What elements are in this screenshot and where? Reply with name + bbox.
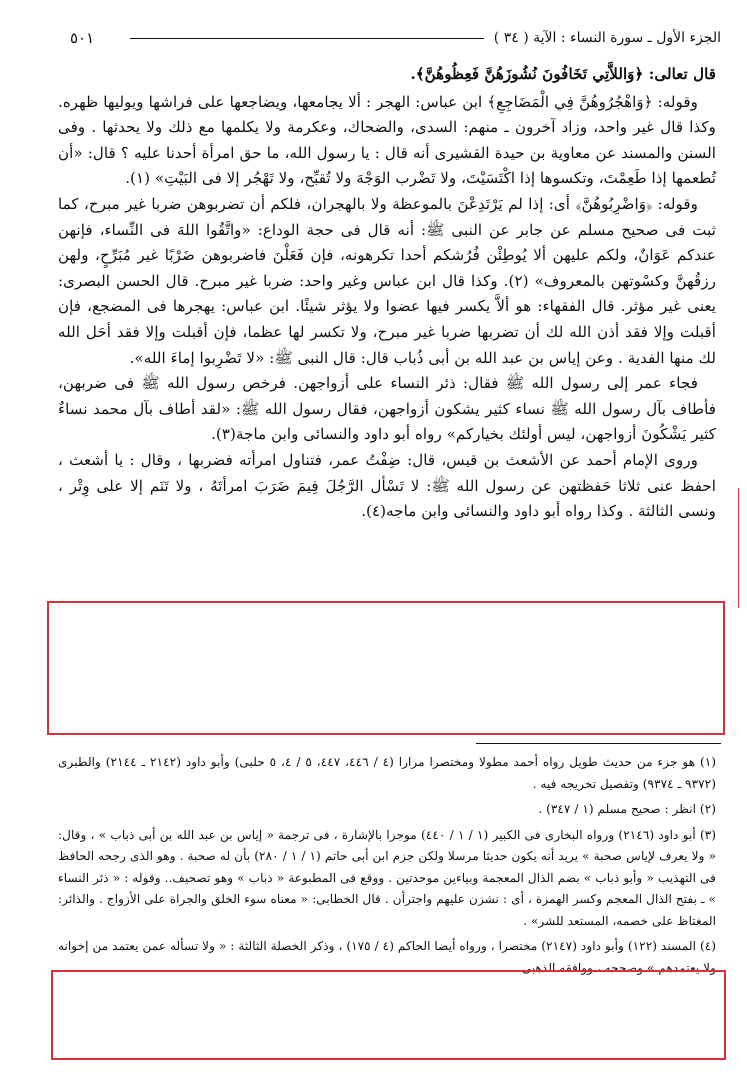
footnote: (٢) انظر : صحيح مسلم (١ / ٣٤٧) . <box>538 802 716 816</box>
margin-mark <box>738 488 739 608</box>
footnote: (٤) المسند (١٢٢) وأبو داود (٢١٤٧) مختصرا ، ورواه أيضا الحاكم (٤ / ١٧٥) ، وذكر الخصلة الثالثة : « ولا تسأله عمن يعتمد من إخوانه ولا يعتمدهم » وصححه ، ووافقه الذهبى . <box>58 939 717 975</box>
page-number: ٥٠١ <box>70 29 95 47</box>
main-text <box>58 62 716 525</box>
footnotes <box>58 752 716 983</box>
paragraph: وقوله: ﴿وَاضْرِبُوهُنَّ﴾ أى: إذا لم يَرْتَدِعْنَ بالموعظة ولا بالهجران، فلكم أن تضربوهن ضربا غير مبرح، كما ثبت فى صحيح مسلم عن جابر عن النبى ﷺ: أنه قال فى حجة الوداع: «واتَّقُوا اللهَ فى النِّساء، فإنهن عندكم عَوَانٌ، ولكم عليهن ألا يُوطِئْن فُرُشكم أحدا تكرهونه، فإن فَعَلْنَ فاضربوهن ضَرْبًا غير مُبَرِّحٍ، ولهن رزقُهنَّ وكسْوتهن بالمعروف» (٢). وكذا قال ابن عباس وغير واحد: ضربا غير مبرح. قال الحسن البصرى: يعنى غير مؤثر. قال الفقهاء: هو ألاَّ يكسر فيها عضوا ولا يؤثر شيئًا. ابن عباس: يهجرها فى المضجع، فإن أقبلت وإلا فقد أذن الله لك أن تضربها ضربا غير مبرح، ولا تكسر لها عظما، فإن أقبلت وإلا فقد أحَل الله لك منها الفدية . وعن إياس بن عبد الله بن أبى ذُباب قال: قال النبى ﷺ: «لا تَضْرِبوا إماءَ الله». <box>58 194 716 367</box>
footnote-separator <box>476 743 721 744</box>
running-title: الجزء الأول ـ سورة النساء : الآية ( ٣٤ ) <box>493 30 721 46</box>
footnote: (١) هو جزء من حديث طويل رواه أحمد مطولا ومختصرا مرارا (٤ / ٤٤٦، ٤٤٧، ٥ / ٤، ٥ حلبى) وأبو داود (٢١٤٢ ـ ٢١٤٤) والطبرى (٩٣٧٢ ـ ٩٣٧٤) وتفصيل تخريجه فيه . <box>58 755 717 791</box>
page-header <box>70 26 721 50</box>
paragraph: وقوله: ﴿وَاهْجُرُوهُنَّ فِي الْمَضَاجِعِ﴾ ابن عباس: الهجر : ألا يجامعها، ويضاجعها على فراشها ويوليها ظهره. وكذا قال غير واحد، وزاد آخرون ـ منهم: السدى، والضحاك، وعكرمة ولا يكلمها مع ذلك ولا يحدثها . وفى السنن والمسند عن معاوية بن حيدة القشيرى أنه قال : يا رسول الله، ما حق امرأة أحدنا عليه ؟ قال: «أن تُطعمها إذا طَعِمْتَ، وتكسوها إذا اكْتَسَيْتَ، ولا تَضْرب الوَجْهَ ولا تُقبِّح، ولا تَهْجُر إلا فى البَيْتِ» (١). <box>58 92 716 188</box>
paragraph: فجاء عمر إلى رسول الله ﷺ فقال: ذئر النساء على أزواجهن. فرخص رسول الله ﷺ فى ضربهن، فأطاف بآل رسول الله ﷺ نساء كثير يشكون أزواجهن، فقال رسول الله ﷺ: «لقد أطاف بآل محمد نساءٌ كثير يَشْكُونَ أزواجهن، ليس أولئك بخياركم» رواه أبو داود والنسائى وابن ماجة(٣). <box>58 374 716 444</box>
header-rule <box>130 38 484 39</box>
footnote: (٣) أبو داود (٢١٤٦) ورواه البخارى فى الكبير (١ / ١ / ٤٤٠) موجزا بالإشارة ، فى ترجمة « إياس بن عبد الله بن أبى ذباب » ، وقال: « ولا يعرف لإياس صحبة » يريد أنه يكون حديثا مرسلا ولكن جزم ابن أبى حاتم (١ / ١ / ٢٨٠) بأن له صحبة . وهو الذى رجحه الحافظ فى التهذيب « وأبو ذباب » بضم الذال المعجمة وبياءين موحدتين . ووقع فى المطبوعة « ذباب » وهو تصحيف.. وقوله : « ذئر النساء » ـ بفتح الذال المعجم وكسر الهمزة ، أى : نشزن عليهم واجترأن . قال الخطابى: « معناه سوء الخلق والجراة على الأزواج . والذائر: المغتاظ على خصمه، المستعد للشر» . <box>58 827 717 928</box>
underline-mark <box>318 1058 398 1059</box>
highlight-box <box>47 601 725 735</box>
verse-heading: قال تعالى: ﴿وَاللاَّتِي تَخَافُونَ نُشُوزَهُنَّ فَعِظُوهُنَّ﴾. <box>410 65 716 83</box>
paragraph: وروى الإمام أحمد عن الأشعث بن قيس، قال: ضِفْتُ عمر، فتناول امرأته فضربها ، وقال : يا أشعث ، احفظ عنى ثلاثا حَفظتهن عن رسول الله ﷺ: لا تَسْأل الرَّجُلَ فِيمَ ضَرَبَ امرأتَهُ ، ولا تَنَم إلا على وِتْر ، ونسى الثالثة . وكذا رواه أبو داود والنسائى وابن ماجه(٤). <box>58 450 716 521</box>
highlight-box <box>51 970 726 1060</box>
